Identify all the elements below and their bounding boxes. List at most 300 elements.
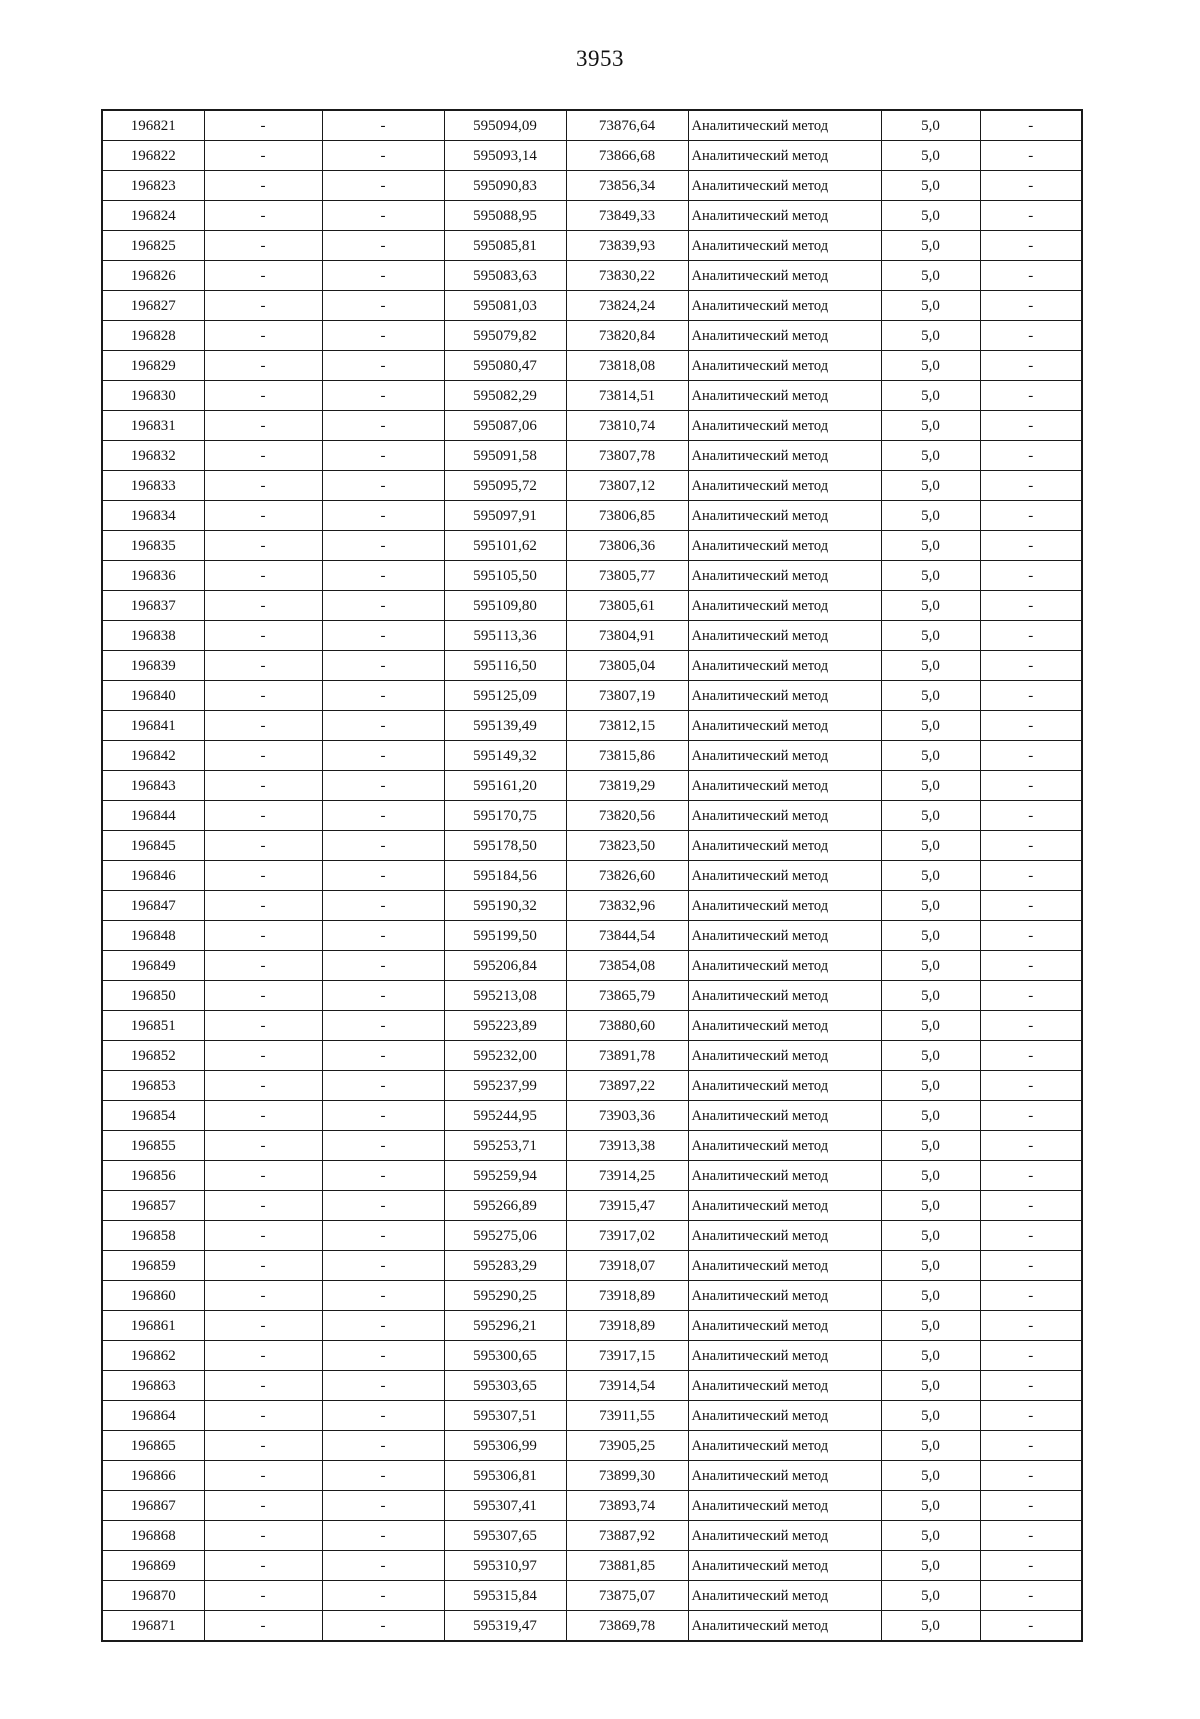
empty-value-cell: -	[204, 351, 322, 381]
accuracy-cell: 5,0	[881, 1041, 980, 1071]
empty-value-cell: -	[322, 1161, 444, 1191]
x-coordinate-cell: 595307,51	[444, 1401, 566, 1431]
x-coordinate-cell: 595253,71	[444, 1131, 566, 1161]
accuracy-cell: 5,0	[881, 561, 980, 591]
point-number-cell: 196823	[102, 171, 204, 201]
method-cell: Аналитический метод	[688, 1401, 881, 1431]
point-number-cell: 196832	[102, 441, 204, 471]
y-coordinate-cell: 73903,36	[566, 1101, 688, 1131]
point-number-cell: 196865	[102, 1431, 204, 1461]
x-coordinate-cell: 595113,36	[444, 621, 566, 651]
empty-value-cell: -	[322, 1491, 444, 1521]
empty-value-cell: -	[204, 1281, 322, 1311]
x-coordinate-cell: 595139,49	[444, 711, 566, 741]
method-cell: Аналитический метод	[688, 321, 881, 351]
empty-value-cell: -	[204, 1131, 322, 1161]
empty-value-cell: -	[204, 801, 322, 831]
method-cell: Аналитический метод	[688, 1521, 881, 1551]
point-number-cell: 196821	[102, 110, 204, 141]
y-coordinate-cell: 73866,68	[566, 141, 688, 171]
accuracy-cell: 5,0	[881, 351, 980, 381]
y-coordinate-cell: 73891,78	[566, 1041, 688, 1071]
accuracy-cell: 5,0	[881, 1131, 980, 1161]
x-coordinate-cell: 595206,84	[444, 951, 566, 981]
note-cell: -	[980, 1191, 1082, 1221]
table-row	[102, 501, 1082, 531]
method-cell: Аналитический метод	[688, 981, 881, 1011]
table-row	[102, 291, 1082, 321]
table-row	[102, 1161, 1082, 1191]
y-coordinate-cell: 73812,15	[566, 711, 688, 741]
empty-value-cell: -	[322, 1431, 444, 1461]
method-cell: Аналитический метод	[688, 1161, 881, 1191]
y-coordinate-cell: 73880,60	[566, 1011, 688, 1041]
table-row	[102, 441, 1082, 471]
note-cell: -	[980, 1551, 1082, 1581]
point-number-cell: 196849	[102, 951, 204, 981]
note-cell: -	[980, 1401, 1082, 1431]
empty-value-cell: -	[204, 591, 322, 621]
empty-value-cell: -	[322, 1461, 444, 1491]
empty-value-cell: -	[204, 1251, 322, 1281]
method-cell: Аналитический метод	[688, 1191, 881, 1221]
x-coordinate-cell: 595237,99	[444, 1071, 566, 1101]
empty-value-cell: -	[322, 1131, 444, 1161]
method-cell: Аналитический метод	[688, 1311, 881, 1341]
accuracy-cell: 5,0	[881, 591, 980, 621]
point-number-cell: 196824	[102, 201, 204, 231]
empty-value-cell: -	[204, 141, 322, 171]
method-cell: Аналитический метод	[688, 1041, 881, 1071]
note-cell: -	[980, 1131, 1082, 1161]
x-coordinate-cell: 595310,97	[444, 1551, 566, 1581]
x-coordinate-cell: 595259,94	[444, 1161, 566, 1191]
note-cell: -	[980, 171, 1082, 201]
accuracy-cell: 5,0	[881, 261, 980, 291]
empty-value-cell: -	[322, 441, 444, 471]
note-cell: -	[980, 1521, 1082, 1551]
empty-value-cell: -	[204, 291, 322, 321]
point-number-cell: 196830	[102, 381, 204, 411]
x-coordinate-cell: 595190,32	[444, 891, 566, 921]
table-row	[102, 1101, 1082, 1131]
empty-value-cell: -	[204, 1221, 322, 1251]
y-coordinate-cell: 73807,12	[566, 471, 688, 501]
accuracy-cell: 5,0	[881, 1101, 980, 1131]
y-coordinate-cell: 73876,64	[566, 110, 688, 141]
note-cell: -	[980, 1071, 1082, 1101]
method-cell: Аналитический метод	[688, 1341, 881, 1371]
empty-value-cell: -	[322, 1401, 444, 1431]
note-cell: -	[980, 141, 1082, 171]
y-coordinate-cell: 73805,61	[566, 591, 688, 621]
accuracy-cell: 5,0	[881, 381, 980, 411]
y-coordinate-cell: 73856,34	[566, 171, 688, 201]
accuracy-cell: 5,0	[881, 471, 980, 501]
y-coordinate-cell: 73897,22	[566, 1071, 688, 1101]
table-body	[102, 110, 1082, 1641]
note-cell: -	[980, 891, 1082, 921]
point-number-cell: 196846	[102, 861, 204, 891]
method-cell: Аналитический метод	[688, 1101, 881, 1131]
empty-value-cell: -	[204, 1011, 322, 1041]
method-cell: Аналитический метод	[688, 1011, 881, 1041]
empty-value-cell: -	[204, 1551, 322, 1581]
page-number: 3953	[576, 46, 624, 71]
point-number-cell: 196828	[102, 321, 204, 351]
x-coordinate-cell: 595081,03	[444, 291, 566, 321]
empty-value-cell: -	[204, 110, 322, 141]
method-cell: Аналитический метод	[688, 1251, 881, 1281]
method-cell: Аналитический метод	[688, 621, 881, 651]
empty-value-cell: -	[204, 381, 322, 411]
table-row	[102, 1521, 1082, 1551]
y-coordinate-cell: 73815,86	[566, 741, 688, 771]
note-cell: -	[980, 561, 1082, 591]
accuracy-cell: 5,0	[881, 1311, 980, 1341]
y-coordinate-cell: 73805,04	[566, 651, 688, 681]
table-row	[102, 1581, 1082, 1611]
empty-value-cell: -	[322, 681, 444, 711]
note-cell: -	[980, 231, 1082, 261]
method-cell: Аналитический метод	[688, 831, 881, 861]
y-coordinate-cell: 73913,38	[566, 1131, 688, 1161]
empty-value-cell: -	[204, 981, 322, 1011]
point-number-cell: 196851	[102, 1011, 204, 1041]
accuracy-cell: 5,0	[881, 621, 980, 651]
table-row	[102, 1551, 1082, 1581]
point-number-cell: 196869	[102, 1551, 204, 1581]
table-row	[102, 1221, 1082, 1251]
table-row	[102, 861, 1082, 891]
point-number-cell: 196840	[102, 681, 204, 711]
accuracy-cell: 5,0	[881, 651, 980, 681]
note-cell: -	[980, 411, 1082, 441]
point-number-cell: 196861	[102, 1311, 204, 1341]
empty-value-cell: -	[204, 1611, 322, 1642]
y-coordinate-cell: 73819,29	[566, 771, 688, 801]
empty-value-cell: -	[322, 411, 444, 441]
x-coordinate-cell: 595080,47	[444, 351, 566, 381]
accuracy-cell: 5,0	[881, 861, 980, 891]
x-coordinate-cell: 595085,81	[444, 231, 566, 261]
x-coordinate-cell: 595095,72	[444, 471, 566, 501]
empty-value-cell: -	[204, 621, 322, 651]
method-cell: Аналитический метод	[688, 1431, 881, 1461]
table-row	[102, 1071, 1082, 1101]
accuracy-cell: 5,0	[881, 110, 980, 141]
x-coordinate-cell: 595088,95	[444, 201, 566, 231]
x-coordinate-cell: 595266,89	[444, 1191, 566, 1221]
empty-value-cell: -	[204, 501, 322, 531]
accuracy-cell: 5,0	[881, 831, 980, 861]
table-row	[102, 951, 1082, 981]
empty-value-cell: -	[322, 1281, 444, 1311]
method-cell: Аналитический метод	[688, 771, 881, 801]
y-coordinate-cell: 73869,78	[566, 1611, 688, 1642]
point-number-cell: 196858	[102, 1221, 204, 1251]
y-coordinate-cell: 73918,07	[566, 1251, 688, 1281]
point-number-cell: 196831	[102, 411, 204, 441]
y-coordinate-cell: 73911,55	[566, 1401, 688, 1431]
empty-value-cell: -	[322, 771, 444, 801]
table-row	[102, 1491, 1082, 1521]
x-coordinate-cell: 595090,83	[444, 171, 566, 201]
note-cell: -	[980, 1491, 1082, 1521]
empty-value-cell: -	[204, 831, 322, 861]
table-row	[102, 1611, 1082, 1642]
note-cell: -	[980, 351, 1082, 381]
accuracy-cell: 5,0	[881, 441, 980, 471]
accuracy-cell: 5,0	[881, 1251, 980, 1281]
method-cell: Аналитический метод	[688, 171, 881, 201]
method-cell: Аналитический метод	[688, 441, 881, 471]
accuracy-cell: 5,0	[881, 1281, 980, 1311]
empty-value-cell: -	[204, 681, 322, 711]
y-coordinate-cell: 73810,74	[566, 411, 688, 441]
point-number-cell: 196835	[102, 531, 204, 561]
method-cell: Аналитический метод	[688, 1131, 881, 1161]
table-row	[102, 741, 1082, 771]
empty-value-cell: -	[322, 951, 444, 981]
y-coordinate-cell: 73918,89	[566, 1311, 688, 1341]
empty-value-cell: -	[322, 1041, 444, 1071]
point-number-cell: 196822	[102, 141, 204, 171]
empty-value-cell: -	[204, 261, 322, 291]
method-cell: Аналитический метод	[688, 1371, 881, 1401]
x-coordinate-cell: 595097,91	[444, 501, 566, 531]
point-number-cell: 196847	[102, 891, 204, 921]
y-coordinate-cell: 73905,25	[566, 1431, 688, 1461]
accuracy-cell: 5,0	[881, 921, 980, 951]
table-row	[102, 621, 1082, 651]
point-number-cell: 196841	[102, 711, 204, 741]
table-row	[102, 591, 1082, 621]
accuracy-cell: 5,0	[881, 1431, 980, 1461]
table-row	[102, 921, 1082, 951]
y-coordinate-cell: 73844,54	[566, 921, 688, 951]
point-number-cell: 196838	[102, 621, 204, 651]
y-coordinate-cell: 73914,54	[566, 1371, 688, 1401]
accuracy-cell: 5,0	[881, 141, 980, 171]
method-cell: Аналитический метод	[688, 1581, 881, 1611]
method-cell: Аналитический метод	[688, 861, 881, 891]
empty-value-cell: -	[322, 621, 444, 651]
table-row	[102, 1401, 1082, 1431]
x-coordinate-cell: 595306,99	[444, 1431, 566, 1461]
accuracy-cell: 5,0	[881, 1581, 980, 1611]
method-cell: Аналитический метод	[688, 471, 881, 501]
note-cell: -	[980, 1371, 1082, 1401]
table-row	[102, 831, 1082, 861]
accuracy-cell: 5,0	[881, 741, 980, 771]
point-number-cell: 196860	[102, 1281, 204, 1311]
accuracy-cell: 5,0	[881, 951, 980, 981]
empty-value-cell: -	[322, 1521, 444, 1551]
empty-value-cell: -	[204, 1491, 322, 1521]
point-number-cell: 196852	[102, 1041, 204, 1071]
point-number-cell: 196866	[102, 1461, 204, 1491]
accuracy-cell: 5,0	[881, 171, 980, 201]
x-coordinate-cell: 595275,06	[444, 1221, 566, 1251]
x-coordinate-cell: 595087,06	[444, 411, 566, 441]
empty-value-cell: -	[204, 651, 322, 681]
empty-value-cell: -	[322, 1581, 444, 1611]
accuracy-cell: 5,0	[881, 291, 980, 321]
method-cell: Аналитический метод	[688, 591, 881, 621]
x-coordinate-cell: 595101,62	[444, 531, 566, 561]
method-cell: Аналитический метод	[688, 141, 881, 171]
table-row	[102, 1131, 1082, 1161]
x-coordinate-cell: 595303,65	[444, 1371, 566, 1401]
accuracy-cell: 5,0	[881, 321, 980, 351]
empty-value-cell: -	[204, 1071, 322, 1101]
empty-value-cell: -	[322, 291, 444, 321]
table-row	[102, 1011, 1082, 1041]
point-number-cell: 196839	[102, 651, 204, 681]
point-number-cell: 196859	[102, 1251, 204, 1281]
y-coordinate-cell: 73875,07	[566, 1581, 688, 1611]
empty-value-cell: -	[204, 471, 322, 501]
accuracy-cell: 5,0	[881, 1341, 980, 1371]
point-number-cell: 196857	[102, 1191, 204, 1221]
table-row	[102, 1041, 1082, 1071]
method-cell: Аналитический метод	[688, 351, 881, 381]
point-number-cell: 196829	[102, 351, 204, 381]
empty-value-cell: -	[322, 1341, 444, 1371]
y-coordinate-cell: 73854,08	[566, 951, 688, 981]
accuracy-cell: 5,0	[881, 681, 980, 711]
y-coordinate-cell: 73915,47	[566, 1191, 688, 1221]
method-cell: Аналитический метод	[688, 801, 881, 831]
accuracy-cell: 5,0	[881, 1491, 980, 1521]
point-number-cell: 196867	[102, 1491, 204, 1521]
x-coordinate-cell: 595093,14	[444, 141, 566, 171]
x-coordinate-cell: 595244,95	[444, 1101, 566, 1131]
empty-value-cell: -	[204, 201, 322, 231]
note-cell: -	[980, 1011, 1082, 1041]
method-cell: Аналитический метод	[688, 741, 881, 771]
method-cell: Аналитический метод	[688, 651, 881, 681]
note-cell: -	[980, 201, 1082, 231]
empty-value-cell: -	[322, 711, 444, 741]
empty-value-cell: -	[322, 231, 444, 261]
x-coordinate-cell: 595105,50	[444, 561, 566, 591]
empty-value-cell: -	[322, 110, 444, 141]
method-cell: Аналитический метод	[688, 711, 881, 741]
empty-value-cell: -	[204, 1401, 322, 1431]
accuracy-cell: 5,0	[881, 801, 980, 831]
table-row	[102, 471, 1082, 501]
y-coordinate-cell: 73814,51	[566, 381, 688, 411]
empty-value-cell: -	[322, 921, 444, 951]
note-cell: -	[980, 261, 1082, 291]
table-row	[102, 711, 1082, 741]
table-row	[102, 231, 1082, 261]
x-coordinate-cell: 595199,50	[444, 921, 566, 951]
note-cell: -	[980, 1461, 1082, 1491]
table-row	[102, 351, 1082, 381]
empty-value-cell: -	[204, 1371, 322, 1401]
note-cell: -	[980, 621, 1082, 651]
x-coordinate-cell: 595315,84	[444, 1581, 566, 1611]
point-number-cell: 196836	[102, 561, 204, 591]
empty-value-cell: -	[204, 711, 322, 741]
table-row	[102, 1251, 1082, 1281]
point-number-cell: 196844	[102, 801, 204, 831]
point-number-cell: 196855	[102, 1131, 204, 1161]
point-number-cell: 196827	[102, 291, 204, 321]
note-cell: -	[980, 861, 1082, 891]
method-cell: Аналитический метод	[688, 1221, 881, 1251]
note-cell: -	[980, 1581, 1082, 1611]
accuracy-cell: 5,0	[881, 1401, 980, 1431]
y-coordinate-cell: 73917,02	[566, 1221, 688, 1251]
table-row	[102, 321, 1082, 351]
table-row	[102, 1371, 1082, 1401]
point-number-cell: 196826	[102, 261, 204, 291]
empty-value-cell: -	[322, 861, 444, 891]
x-coordinate-cell: 595083,63	[444, 261, 566, 291]
x-coordinate-cell: 595116,50	[444, 651, 566, 681]
y-coordinate-cell: 73830,22	[566, 261, 688, 291]
method-cell: Аналитический метод	[688, 261, 881, 291]
point-number-cell: 196833	[102, 471, 204, 501]
y-coordinate-cell: 73807,78	[566, 441, 688, 471]
note-cell: -	[980, 291, 1082, 321]
y-coordinate-cell: 73832,96	[566, 891, 688, 921]
empty-value-cell: -	[322, 1371, 444, 1401]
note-cell: -	[980, 441, 1082, 471]
empty-value-cell: -	[322, 741, 444, 771]
empty-value-cell: -	[204, 531, 322, 561]
empty-value-cell: -	[322, 531, 444, 561]
point-number-cell: 196837	[102, 591, 204, 621]
x-coordinate-cell: 595296,21	[444, 1311, 566, 1341]
accuracy-cell: 5,0	[881, 411, 980, 441]
point-number-cell: 196825	[102, 231, 204, 261]
y-coordinate-cell: 73806,36	[566, 531, 688, 561]
y-coordinate-cell: 73807,19	[566, 681, 688, 711]
point-number-cell: 196845	[102, 831, 204, 861]
empty-value-cell: -	[322, 801, 444, 831]
empty-value-cell: -	[204, 1041, 322, 1071]
x-coordinate-cell: 595307,41	[444, 1491, 566, 1521]
method-cell: Аналитический метод	[688, 1551, 881, 1581]
x-coordinate-cell: 595319,47	[444, 1611, 566, 1642]
method-cell: Аналитический метод	[688, 561, 881, 591]
method-cell: Аналитический метод	[688, 891, 881, 921]
note-cell: -	[980, 1161, 1082, 1191]
method-cell: Аналитический метод	[688, 1071, 881, 1101]
accuracy-cell: 5,0	[881, 1191, 980, 1221]
accuracy-cell: 5,0	[881, 1221, 980, 1251]
x-coordinate-cell: 595306,81	[444, 1461, 566, 1491]
point-number-cell: 196850	[102, 981, 204, 1011]
accuracy-cell: 5,0	[881, 501, 980, 531]
y-coordinate-cell: 73917,15	[566, 1341, 688, 1371]
empty-value-cell: -	[322, 591, 444, 621]
note-cell: -	[980, 1611, 1082, 1642]
note-cell: -	[980, 951, 1082, 981]
empty-value-cell: -	[322, 201, 444, 231]
x-coordinate-cell: 595082,29	[444, 381, 566, 411]
y-coordinate-cell: 73865,79	[566, 981, 688, 1011]
empty-value-cell: -	[322, 1551, 444, 1581]
table-row	[102, 1461, 1082, 1491]
empty-value-cell: -	[204, 771, 322, 801]
empty-value-cell: -	[322, 1011, 444, 1041]
